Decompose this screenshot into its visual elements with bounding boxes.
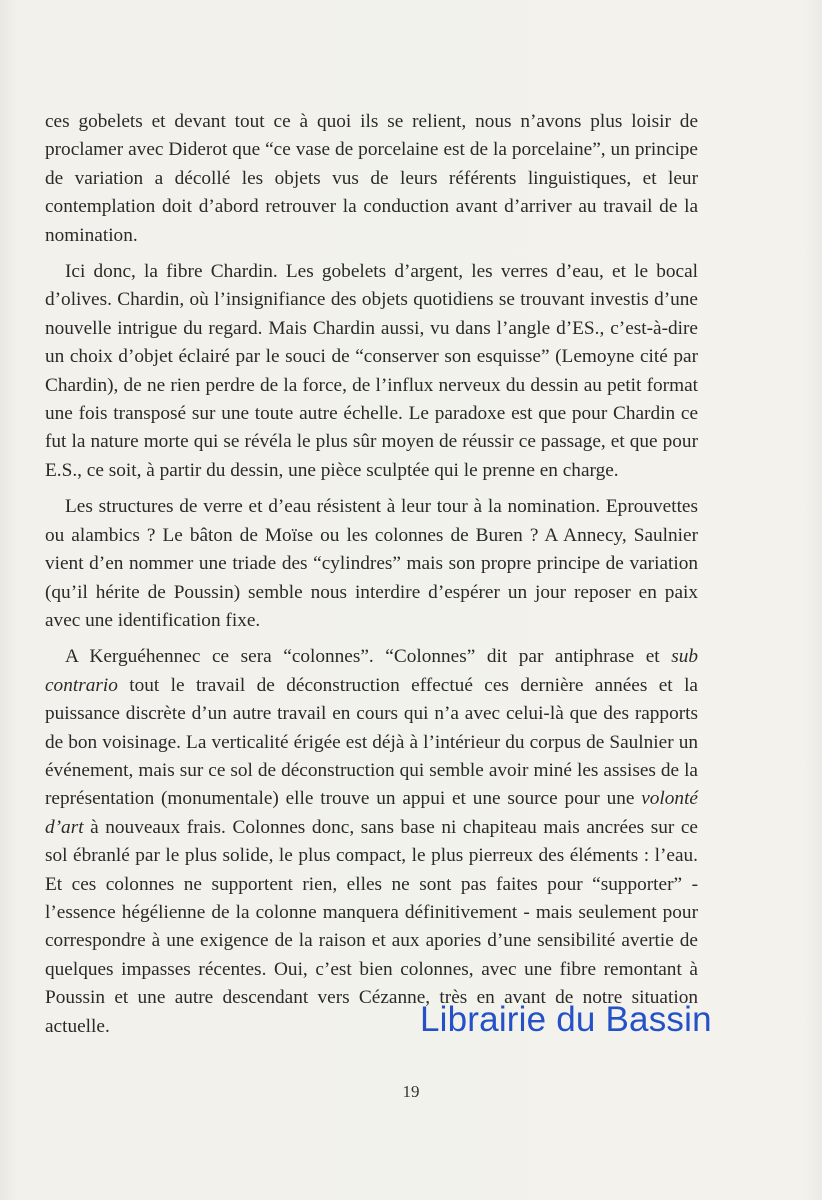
- paragraph-text: à nouveaux frais. Colonnes donc, sans base ni chapiteau mais ancrées sur ce sol ébranlé par le plus solide, le plus compact, le plus pierreux des éléments : l’eau. Et ces colonnes ne supportent rien, elles ne sont pas faites pour “supporter” - l’essence hégélienne de la colonne manquera définitivement - mais seulement pour correspondre à une exigence de la raison et aux apories d’une sensibilité avertie de quelques impasses récentes. Oui, c’est bien colonnes, avec une fibre remontant à Poussin et une autre descendant vers Cézanne, très en avant de notre situation actuelle.: [45, 816, 698, 1037]
- paragraph-text: A Kerguéhennec ce sera “colonnes”. “Colonnes” dit par antiphrase et: [65, 646, 672, 668]
- page-number: 19: [402, 1082, 420, 1101]
- italic-phrase: volonté d’art: [45, 788, 698, 838]
- italic-phrase: sub contrario: [45, 646, 698, 696]
- paragraph-1: [45, 108, 698, 250]
- watermark-logo: Librairie du Bassin: [420, 1000, 712, 1039]
- paragraph-text: tout le travail de déconstruction effectué ces dernière années et la puissance discrète d’un autre travail en cours qui n’a avec celui-là que des rapports de bon voisinage. La verticalité érigée est déjà à l’intérieur du corpus de Saulnier un événement, mais sur ce sol de déconstruction qui semble avoir miné les assises de la représentation (monumentale) elle trouve un appui et une source pour une: [45, 674, 698, 810]
- paragraph-text: Les structures de verre et d’eau résistent à leur tour à la nomination. Eprouvettes ou alambics ? Le bâton de Moïse ou les colonnes de Buren ? A Annecy, Saulnier vient d’en nommer une triade des “cylindres” mais son propre principe de variation (qu’il hérite de Poussin) semble nous interdire d’espérer un jour reposer en paix avec une identification fixe.: [45, 496, 698, 631]
- paragraph-4: [45, 643, 698, 1041]
- paragraph-2: [45, 258, 698, 485]
- body-text: [45, 108, 698, 1049]
- paragraph-3: [45, 493, 698, 635]
- paragraph-text: Ici donc, la fibre Chardin. Les gobelets d’argent, les verres d’eau, et le bocal d’olives. Chardin, où l’insignifiance des objets quotidiens se trouvant investis d’une nouvelle intrigue du regard. Mais Chardin aussi, vu dans l’angle d’ES., c’est-à-dire un choix d’objet éclairé par le souci de “conserver son esquisse” (Lemoyne cité par Chardin), de ne rien perdre de la force, de l’influx nerveux du dessin au petit format une fois transposé sur une toute autre échelle. Le paradoxe est que pour Chardin ce fut la nature morte qui se révéla le plus sûr moyen de réussir ce passage, et que pour E.S., ce soit, à partir du dessin, une pièce sculptée qui le prenne en charge.: [45, 261, 698, 481]
- paragraph-text: ces gobelets et devant tout ce à quoi ils se relient, nous n’avons plus loisir de proclamer avec Diderot que “ce vase de porcelaine est de la porcelaine”, un principe de variation a décollé les objets vus de leurs référents linguistiques, et leur contemplation doit d’abord retrouver la conduction avant d’arriver au travail de la nomination.: [45, 111, 698, 246]
